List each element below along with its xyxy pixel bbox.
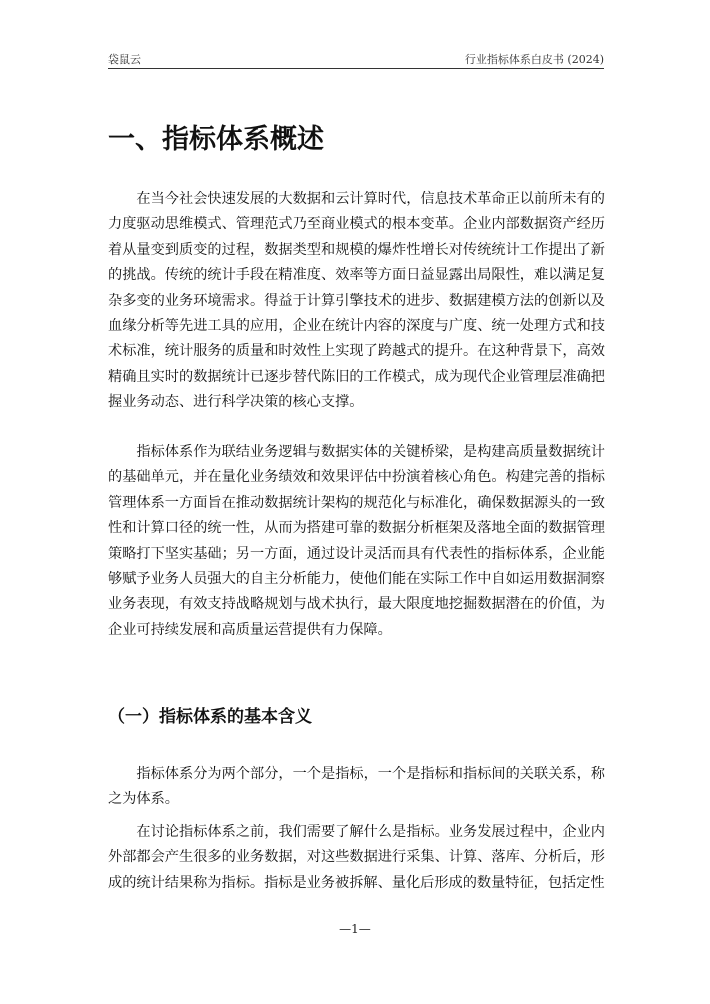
section-paragraph-1: 指标体系分为两个部分，一个是指标，一个是指标和指标间的关联关系，称之为体系。 [108,766,605,808]
section-title: （一）指标体系的基本含义 [108,707,312,727]
page-number: —1— [339,922,371,936]
intro-paragraph-2: 指标体系作为联结业务逻辑与数据实体的关键桥梁，是构建高质量数据统计的基础单元，并在量化业务绩效和效果评估中扮演着核心角色。构建完善的指标管理体系一方面旨在推动数据统计架构的规范化与标准化，确保数据源头的一致性和计算口径的统一性，从而为搭建可靠的数据分析框架及落地全面的数据管理策略打下坚实基础；另一方面，通过设计灵活而具有代表性的指标体系，企业能够赋予业务人员强大的自主分析能力，使他们能在实际工作中自如运用数据洞察业务表现，有效支持战略规划与战术执行，最大限度地挖掘数据潜在的价值，为企业可持续发展和高质量运营提供有力保障。 [108,444,605,638]
chapter-title: 一、指标体系概述 [108,124,324,155]
page-header [108,50,604,69]
intro-paragraph-1: 在当今社会快速发展的大数据和云计算时代，信息技术革命正以前所未有的力度驱动思维模式、管理范式乃至商业模式的根本变革。企业内部数据资产经历着从量变到质变的过程，数据类型和规模的爆炸性增长对传统统计工作提出了新的挑战。传统的统计手段在精准度、效率等方面日益显露出局限性，难以满足复杂多变的业务环境需求。得益于计算引擎技术的进步、数据建模方法的创新以及血缘分析等先进工具的应用，企业在统计内容的深度与广度、统一处理方式和技术标准，统计服务的质量和时效性上实现了跨越式的提升。在这种背景下，高效精确且实时的数据统计已逐步替代陈旧的工作模式，成为现代企业管理层准确把握业务动态、进行科学决策的核心支撑。 [108,191,605,411]
header-organization: 袋鼠云 [108,53,141,66]
section-paragraph-2: 在讨论指标体系之前，我们需要了解什么是指标。业务发展过程中，企业内外部都会产生很多的业务数据，对这些数据进行采集、计算、落库、分析后，形成的统计结果称为指标。指标是业务被拆解、量化后形成的数量特征，包括定性 [108,824,605,891]
header-document-title: 行业指标体系白皮书 (2024) [464,53,604,66]
